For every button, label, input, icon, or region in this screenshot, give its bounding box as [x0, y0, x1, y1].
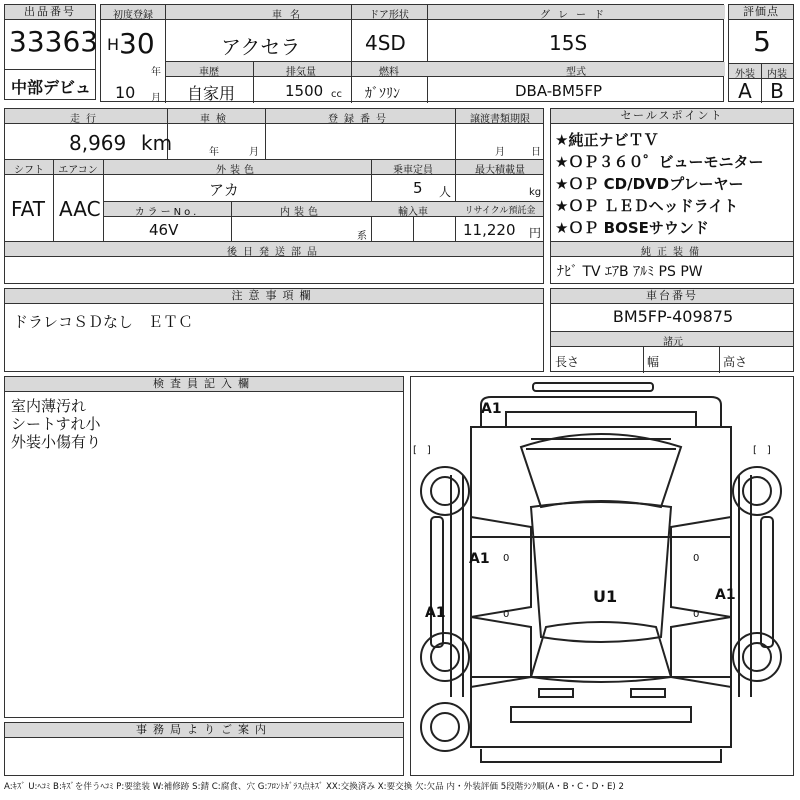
car-name-label: 車名	[272, 10, 308, 21]
sales-point-5: ★ＯＰ BOSEサウンド	[555, 219, 709, 237]
notes: ドラレコＳＤなし ＥＴＣ	[13, 313, 194, 331]
car-name: アクセラ	[221, 35, 301, 59]
bracket-left: [ ]	[413, 445, 431, 456]
ext-label: 外装	[735, 69, 755, 80]
venue: 中部デビュ	[11, 78, 92, 97]
damage-mark-5: A1	[425, 605, 446, 621]
office-box	[4, 722, 404, 776]
transfer-day-unit: 日	[531, 147, 541, 158]
door-label: ドア形状	[369, 10, 409, 21]
int-label: 内装	[767, 69, 787, 80]
inspection-label: 車検	[200, 114, 232, 125]
ac-label: エアコン	[58, 165, 98, 176]
score-box	[728, 4, 794, 102]
equipment-label: 純正装備	[641, 247, 705, 258]
capacity-label: 乗車定員	[393, 165, 433, 176]
transfer-month-unit: 月	[495, 147, 505, 158]
door-type: 4SD	[365, 31, 406, 55]
score-label: 評価点	[729, 5, 793, 20]
color-no: 46V	[149, 221, 179, 239]
notes-label: 注意事項欄	[5, 289, 543, 304]
capacity: 5	[413, 179, 423, 197]
lot-number: 33363	[9, 25, 99, 58]
exterior-color: アカ	[209, 181, 239, 199]
int-score: B	[770, 79, 784, 103]
bracket-right: [ ]	[753, 445, 771, 456]
inspector-label: 検査員記入欄	[5, 377, 403, 392]
zero-mark-1: 0	[503, 553, 510, 564]
sales-point-1: ★純正ナビＴＶ	[555, 131, 659, 149]
import-label: 輸入車	[398, 207, 428, 218]
displacement-label: 排気量	[286, 67, 316, 78]
damage-mark-3: U1	[593, 587, 618, 606]
damage-mark-2: A1	[469, 551, 490, 567]
office-label: 事務局よりご案内	[5, 723, 403, 738]
month-unit: 月	[151, 93, 161, 104]
car-outline	[411, 377, 793, 775]
recycle-unit: 円	[529, 226, 542, 240]
chassis-label: 車台番号	[551, 289, 793, 304]
max-load-label: 最大積載量	[475, 165, 525, 176]
displacement-unit: cc	[331, 89, 342, 100]
chassis-box	[550, 288, 794, 372]
insp-year-unit: 年	[209, 147, 219, 158]
mileage-unit: km	[141, 131, 173, 155]
sales-point-4: ★ＯＰ ＬＥＤヘッドライト	[555, 197, 739, 215]
first-reg-label: 初度登録	[113, 10, 153, 21]
mileage: 8,969	[69, 131, 127, 155]
year-unit: 年	[151, 67, 161, 78]
recycle: 11,220	[463, 221, 516, 239]
score: 5	[753, 25, 771, 58]
recycle-label: リサイクル預託金	[464, 206, 536, 216]
sales-point-2: ★ＯＰ３６０゜ビューモニター	[555, 153, 764, 171]
max-load-unit: kg	[529, 187, 542, 198]
history: 自家用	[187, 84, 236, 103]
era: H	[107, 35, 120, 54]
history-label: 車歴	[199, 67, 219, 78]
zero-mark-4: 0	[693, 609, 700, 620]
spec-grid	[4, 108, 544, 284]
zero-mark-3: 0	[503, 609, 510, 620]
mileage-label: 走行	[70, 114, 102, 125]
car-diagram	[410, 376, 794, 776]
sales-point-3: ★ＯＰ CD/DVDプレーヤー	[555, 175, 744, 193]
height-label: 高さ	[723, 355, 748, 369]
equipment: ﾅﾋﾞ TV ｴｱB ｱﾙﾐ PS PW	[557, 264, 703, 280]
model-label: 型式	[566, 67, 586, 78]
later-parts-label: 後日発送部品	[227, 247, 323, 258]
sales-points-box	[550, 108, 794, 284]
color-no-label: カラーNo.	[134, 207, 200, 218]
reg-month: 10	[115, 83, 136, 102]
dims-label: 諸元	[663, 337, 683, 348]
interior-color-label: 内装色	[280, 207, 322, 218]
fuel: ｶﾞｿﾘﾝ	[365, 86, 400, 102]
width-label: 幅	[647, 355, 660, 369]
top-grid	[100, 4, 724, 102]
inspector-line-2: シートすれ小	[11, 415, 101, 433]
length-label: 長さ	[555, 355, 580, 369]
reg-year: 30	[119, 27, 155, 60]
reg-number-label: 登録番号	[328, 114, 392, 125]
displacement: 1500	[285, 82, 324, 100]
interior-suffix: 系	[357, 231, 367, 242]
fuel-label: 燃料	[379, 67, 399, 78]
inspector-box	[4, 376, 404, 718]
chassis-number: BM5FP-409875	[612, 307, 734, 326]
damage-mark-4: A1	[715, 587, 736, 603]
model: DBA-BM5FP	[515, 82, 603, 100]
inspector-line-3: 外装小傷有り	[11, 433, 102, 451]
shift-label: シフト	[14, 165, 44, 176]
transfer-label: 譲渡書類期限	[470, 114, 530, 125]
inspector-line-1: 室内薄汚れ	[11, 397, 87, 415]
zero-mark-2: 0	[693, 553, 700, 564]
lot-label: 出品番号	[5, 5, 95, 20]
lot-box	[4, 4, 99, 100]
grade-label: グレード	[540, 10, 612, 21]
ext-score: A	[738, 79, 752, 103]
notes-box	[4, 288, 544, 372]
sales-points-label: セールスポイント	[551, 109, 793, 124]
legend: A:ｷｽﾞ U:ﾍｺﾐ B:ｷｽﾞを伴うﾍｺﾐ P:要塗装 W:補修跡 S:錆 C:腐食、穴 G:ﾌﾛﾝﾄｶﾞﾗｽ点ｷｽﾞ XX:交換済み X:要交換 欠:欠品 内・外装評価 5段階ﾗﾝｸ順(A・B・C・D・E) 2	[4, 782, 624, 792]
capacity-unit: 人	[439, 185, 452, 199]
grade: 15S	[549, 31, 588, 55]
insp-month-unit: 月	[249, 147, 259, 158]
shift: FAT	[11, 197, 46, 221]
ac: AAC	[59, 197, 101, 221]
exterior-color-label: 外装色	[216, 165, 258, 176]
damage-mark-1: A1	[481, 401, 502, 417]
